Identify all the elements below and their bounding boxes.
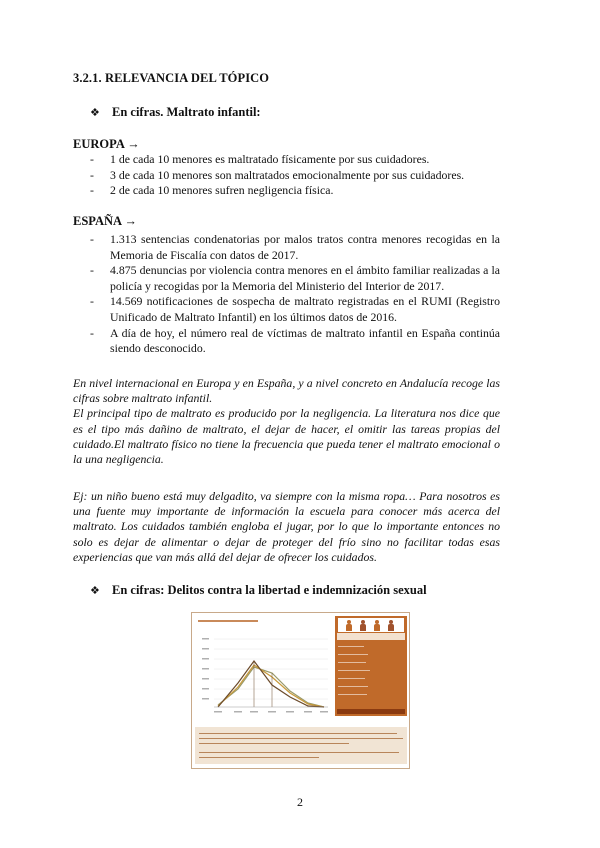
side-panel-row xyxy=(338,686,368,687)
list-item xyxy=(90,152,500,168)
diamond-bullet-icon: ❖ xyxy=(90,584,100,597)
list-item xyxy=(90,294,500,325)
person-icon xyxy=(360,620,366,631)
list-item xyxy=(90,232,500,263)
subsection-title-text: En cifras: Delitos contra la libertad e indemnización sexual xyxy=(112,583,427,597)
europa-title: EUROPA → xyxy=(73,137,140,151)
dash-bullet: - xyxy=(90,232,94,246)
subsection-title-delitos xyxy=(90,583,427,598)
dash-bullet: - xyxy=(90,263,94,278)
infographic-note-box xyxy=(195,727,407,764)
list-item xyxy=(90,263,500,294)
list-item xyxy=(90,183,500,199)
infographic-line-chart xyxy=(196,627,334,725)
side-panel-row xyxy=(338,646,364,647)
side-panel-row xyxy=(338,678,365,679)
list-item-text: 4.875 denuncias por violencia contra menores en el ámbito familiar realizadas a la policía y recogidas por la Memoria del Ministerio del Interior de 2017. xyxy=(110,263,500,293)
list-item-text: 3 de cada 10 menores son maltratados emocionalmente por sus cuidadores. xyxy=(110,167,465,182)
note-text-line xyxy=(199,752,399,753)
note-text-line xyxy=(199,738,403,739)
subsection-title-maltrato xyxy=(90,105,261,120)
dash-bullet: - xyxy=(90,294,94,309)
infographic-side-panel xyxy=(335,616,407,716)
person-icon xyxy=(374,620,380,631)
person-icon xyxy=(388,620,394,631)
note-text-line xyxy=(199,743,349,744)
list-item-text: A día de hoy, el número real de víctimas de maltrato infantil en España continúa siendo desconocido. xyxy=(110,325,500,356)
people-icons xyxy=(338,618,404,632)
page-number: 2 xyxy=(297,795,303,809)
side-panel-row xyxy=(338,654,368,655)
espana-title: ESPAÑA → xyxy=(73,214,138,228)
list-item xyxy=(90,168,500,184)
list-item xyxy=(90,326,500,357)
subsection-title-text: En cifras. Maltrato infantil: xyxy=(112,105,261,119)
side-panel-row xyxy=(338,670,370,671)
paragraph-example: Ej: un niño bueno está muy delgadito, va siempre con la misma ropa… Para nosotros es una fuente muy importante de información la escuela para conocer más acerca del maltrato. Los cuidados también engloba el jugar, por lo que lo importante entonces no solo es dejar de alimentar o dejar de proteger del frío sino no facilitar todas esas experiencias que van más allá del dejar de ofrecer los cuidados. xyxy=(73,489,500,564)
dash-bullet: - xyxy=(90,152,94,166)
note-text-line xyxy=(199,757,319,758)
dash-bullet: - xyxy=(90,183,94,198)
person-icon xyxy=(346,620,352,631)
list-item-text: 14.569 notificaciones de sospecha de maltrato registradas en el RUMI (Registro Unificado de Maltrato Infantil) en los últimos datos de 2016. xyxy=(110,294,500,324)
paragraph-negligencia-text: El principal tipo de maltrato es producido por la negligencia. La literatura nos dice que es el tipo más dañino de maltrato, el dejar de hacer, el omitir las tareas propias del cuidado.El maltrato físico no tiene la frecuencia que pueda tener el maltrato emocional o la una negligencia. xyxy=(73,406,500,467)
list-item-text: 1.313 sentencias condenatorias por malos tratos contra menores recogidas en la Memoria de Fiscalía con datos de 2017. xyxy=(110,232,500,262)
list-item-text: 2 de cada 10 menores sufren negligencia física. xyxy=(110,183,334,198)
list-item-text: 1 de cada 10 menores es maltratado físicamente por sus cuidadores. xyxy=(110,152,430,166)
espana-list xyxy=(90,232,500,357)
europa-list xyxy=(90,152,500,199)
note-text-line xyxy=(199,733,397,734)
infographic-image xyxy=(191,612,410,769)
side-panel-header xyxy=(337,633,405,640)
side-panel-row xyxy=(338,662,366,663)
dash-bullet: - xyxy=(90,167,94,182)
diamond-bullet-icon: ❖ xyxy=(90,106,100,119)
dash-bullet: - xyxy=(90,325,94,340)
section-heading: 3.2.1. RELEVANCIA DEL TÓPICO xyxy=(73,71,270,85)
infographic-title-decoration xyxy=(198,617,258,622)
side-panel-total-bar xyxy=(337,709,405,714)
side-panel-row xyxy=(338,694,367,695)
paragraph-intro-text: En nivel internacional en Europa y en España, y a nivel concreto en Andalucía recoge las cifras sobre maltrato infantil. xyxy=(73,376,500,406)
paragraph-intro xyxy=(73,376,500,467)
